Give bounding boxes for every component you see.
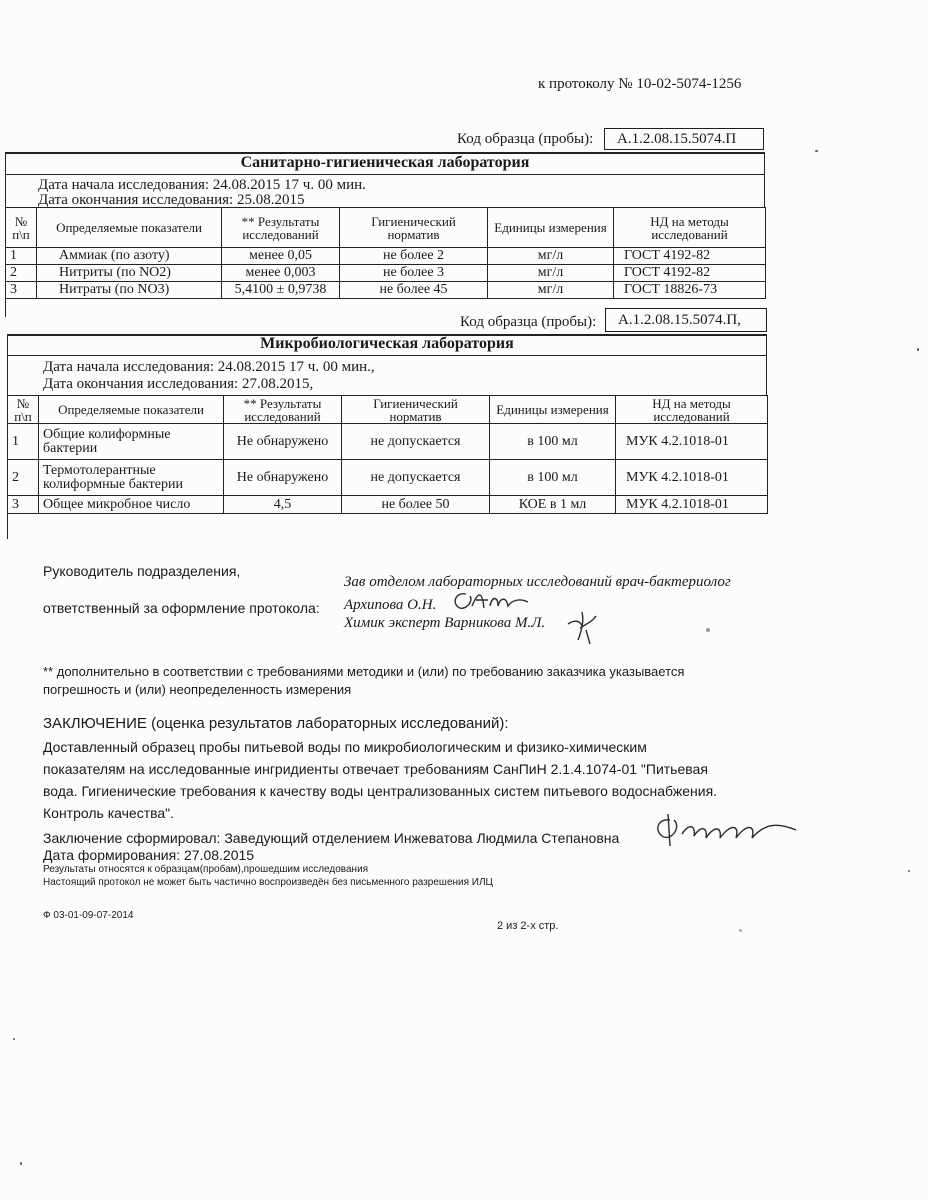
row-method: ГОСТ 18826-73: [614, 282, 766, 299]
form-code: Ф 03-01-09-07-2014: [43, 910, 134, 921]
footnote-line2: погрешность и (или) неопределенность измерения: [43, 682, 352, 697]
row-norm: не допускается: [342, 460, 490, 496]
signer-name: Архипова О.Н.: [344, 597, 437, 613]
row-norm: не более 45: [340, 282, 488, 299]
row-unit: мг/л: [488, 282, 614, 299]
row-unit: мг/л: [488, 265, 614, 282]
signature-varnikova-icon: [562, 606, 602, 648]
row-result: менее 0,003: [222, 265, 340, 282]
date-start: Дата начала исследования: 24.08.2015 17 ч. 00 мин.: [38, 177, 366, 193]
header-unit: Единицы измерения: [490, 396, 616, 424]
sample-code-box: [604, 128, 764, 150]
row-indicator: Общее микробное число: [39, 496, 224, 514]
table-row: [8, 496, 768, 514]
results-note: Результаты относятся к образцам(пробам),прошедшим исследования: [43, 864, 369, 875]
header-unit: Единицы измерения: [488, 208, 614, 248]
page-number: 2 из 2-х стр.: [497, 920, 559, 932]
date-end: Дата окончания исследования: 25.08.2015: [38, 192, 305, 208]
row-number: 2: [6, 265, 37, 282]
signature-inzhevatova-icon: [648, 810, 808, 850]
head-line2: ответственный за оформление протокола:: [43, 600, 320, 616]
footnote-line1: ** дополнительно в соответствии с требованиями методики и (или) по требованию заказчика указывается: [43, 664, 685, 679]
row-number: 1: [8, 424, 39, 460]
conclusion-line: вода. Гигиенические требования к качеству воды централизованных систем питьевого водоснабжения.: [43, 783, 718, 799]
conclusion-line: Контроль качества".: [43, 805, 175, 821]
conclusion-date: Дата формирования: 27.08.2015: [43, 847, 255, 863]
reproduction-note: Настоящий протокол не может быть частично воспроизведён без письменного разрешения ИЛЦ: [43, 877, 493, 888]
sanitary-results-table: [5, 207, 766, 299]
row-norm: не более 2: [340, 248, 488, 265]
row-unit: в 100 мл: [490, 460, 616, 496]
row-result: 5,4100 ± 0,9738: [222, 282, 340, 299]
row-number: 3: [6, 282, 37, 299]
conclusion-title: ЗАКЛЮЧЕНИЕ (оценка результатов лабораторных исследований):: [43, 715, 509, 732]
row-indicator: Нитриты (по NO2): [37, 265, 222, 282]
row-indicator: Общие колиформные бактерии: [39, 424, 224, 460]
row-number: 2: [8, 460, 39, 496]
row-indicator: Нитраты (по NO3): [37, 282, 222, 299]
sample-code-label: Код образца (пробы):: [460, 314, 597, 330]
sample-code-box: [605, 308, 767, 332]
signer-chemist: Химик эксперт Варникова М.Л.: [344, 615, 546, 631]
scan-speck: [917, 348, 919, 351]
scan-speck: [13, 1038, 15, 1040]
table-row: [6, 265, 766, 282]
header-indicator: Определяемые показатели: [37, 208, 222, 248]
table-left-tail: [7, 513, 8, 539]
conclusion-line: показателям на исследованные ингридиенты отвечает требованиям СанПиН 2.1.4.1074-01 "Питьевая: [43, 761, 708, 777]
table-row: [8, 460, 768, 496]
header-number: № п\п: [8, 396, 39, 424]
row-norm: не более 3: [340, 265, 488, 282]
row-method: МУК 4.2.1018-01: [616, 496, 768, 514]
conclusion-line: Доставленный образец пробы питьевой воды по микробиологическим и физико-химическим: [43, 739, 647, 755]
table-right-border: [764, 152, 765, 208]
table-left-border: [5, 152, 6, 208]
header-number: № п\п: [6, 208, 37, 248]
scan-speck: [908, 870, 910, 872]
row-norm: не допускается: [342, 424, 490, 460]
scan-speck: [739, 929, 742, 932]
scan-speck: [706, 628, 710, 632]
row-method: МУК 4.2.1018-01: [616, 460, 768, 496]
row-unit: в 100 мл: [490, 424, 616, 460]
table-left-tail: [5, 297, 6, 317]
sample-code-label: Код образца (пробы):: [457, 131, 594, 147]
lab-title: Микробиологическая лаборатория: [260, 335, 514, 352]
table-row: [6, 248, 766, 265]
table-title-rule: [7, 355, 767, 356]
table-header-row: [8, 396, 768, 424]
row-indicator: Аммиак (по азоту): [37, 248, 222, 265]
conclusion-formed-by: Заключение сформировал: Заведующий отделением Инжеватова Людмила Степановна: [43, 830, 620, 846]
row-unit: мг/л: [488, 248, 614, 265]
table-right-border: [766, 334, 767, 396]
header-method: НД на методы исследований: [616, 396, 768, 424]
signature-arkhipova-icon: [448, 588, 538, 616]
lab-title: Санитарно-гигиеническая лаборатория: [240, 154, 530, 171]
head-line1: Руководитель подразделения,: [43, 563, 241, 579]
header-result: ** Результаты исследований: [224, 396, 342, 424]
scan-speck: [815, 150, 818, 152]
protocol-reference: к протоколу № 10-02-5074-1256: [538, 76, 742, 92]
signer-title: Зав отделом лабораторных исследований врач-бактериолог: [344, 574, 731, 590]
row-method: МУК 4.2.1018-01: [616, 424, 768, 460]
table-row: [6, 282, 766, 299]
row-result: менее 0,05: [222, 248, 340, 265]
header-method: НД на методы исследований: [614, 208, 766, 248]
row-method: ГОСТ 4192-82: [614, 248, 766, 265]
row-norm: не более 50: [342, 496, 490, 514]
row-result: Не обнаружено: [224, 424, 342, 460]
row-result: 4,5: [224, 496, 342, 514]
row-result: Не обнаружено: [224, 460, 342, 496]
sample-code-value: А.1.2.08.15.5074.П: [617, 131, 737, 147]
sample-code-value: А.1.2.08.15.5074.П,: [618, 312, 741, 328]
header-norm: Гигиенический норматив: [340, 208, 488, 248]
microbiology-results-table: [7, 395, 768, 514]
row-unit: КОЕ в 1 мл: [490, 496, 616, 514]
row-number: 1: [6, 248, 37, 265]
date-end: Дата окончания исследования: 27.08.2015,: [43, 376, 314, 392]
header-result: ** Результаты исследований: [222, 208, 340, 248]
table-header-row: [6, 208, 766, 248]
table-left-border: [7, 334, 8, 396]
header-norm: Гигиенический норматив: [342, 396, 490, 424]
row-number: 3: [8, 496, 39, 514]
scan-speck: [20, 1162, 22, 1165]
header-indicator: Определяемые показатели: [39, 396, 224, 424]
table-title-rule: [5, 174, 765, 175]
table-row: [8, 424, 768, 460]
row-indicator: Термотолерантные колиформные бактерии: [39, 460, 224, 496]
date-start: Дата начала исследования: 24.08.2015 17 ч. 00 мин.,: [43, 359, 375, 375]
row-method: ГОСТ 4192-82: [614, 265, 766, 282]
